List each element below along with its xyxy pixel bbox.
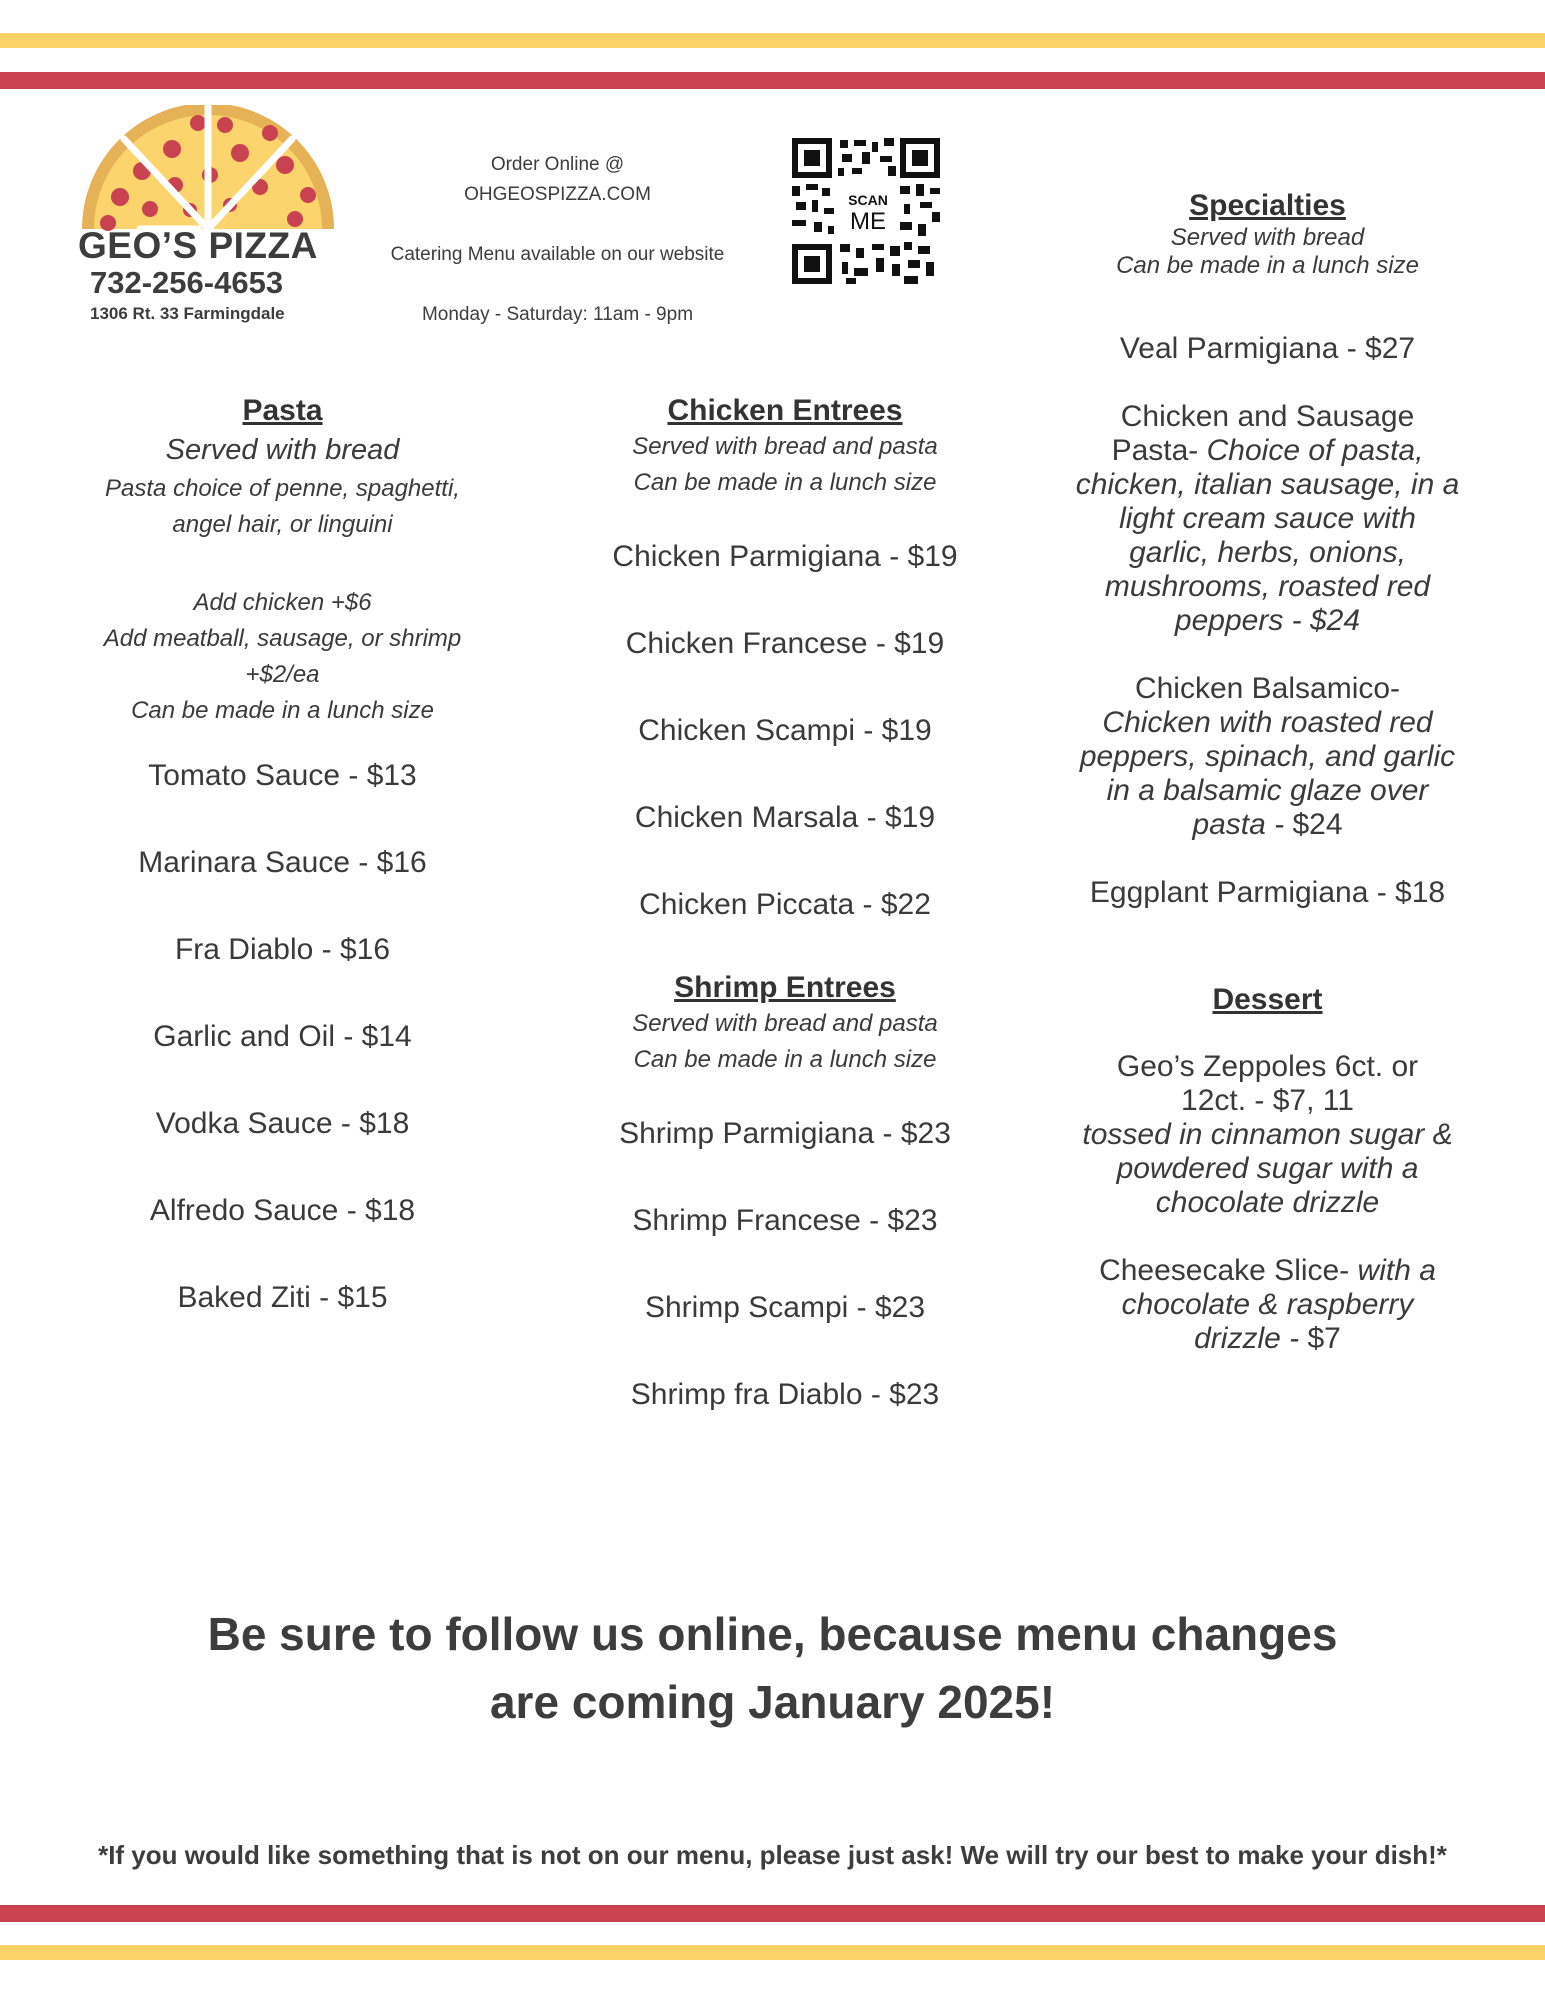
item-desc: pasta -: [1192, 808, 1293, 841]
menu-item: Marinara Sauce - $16: [138, 846, 427, 879]
menu-item: Chicken Marsala - $19: [634, 801, 936, 834]
menu-item: [1060, 672, 1475, 842]
custom-order-note: *If you would like something that is not on our menu, please just ask! We will try our best to make your dish!*: [98, 1840, 1447, 1870]
item-desc: Chicken with roasted red: [1102, 706, 1433, 739]
menu-item: Tomato Sauce - $13: [148, 759, 417, 792]
specialties-subtitle1: Served with bread: [1170, 224, 1365, 251]
qr-me-text: ME: [850, 208, 886, 235]
dessert-heading: Dessert: [1212, 983, 1323, 1016]
menu-item: Chicken Scampi - $19: [638, 714, 932, 747]
website-link[interactable]: OHGEOSPIZZA.COM: [464, 184, 651, 205]
item-desc: garlic, herbs, onions,: [1129, 536, 1406, 569]
chicken-section: [580, 393, 990, 1412]
pasta-add-meat: Add meatball, sausage, or shrimp: [103, 625, 462, 652]
menu-item: Alfredo Sauce - $18: [149, 1194, 416, 1227]
menu-item: Chicken Parmigiana - $19: [612, 540, 958, 573]
menu-item: [1060, 1254, 1475, 1356]
pasta-lunch-note: Can be made in a lunch size: [131, 697, 434, 724]
item-title: Geo’s Zeppoles 6ct. or: [1116, 1050, 1419, 1083]
pizza-icon: [80, 105, 336, 233]
pasta-section: [70, 393, 495, 1315]
menu-item: Shrimp Parmigiana - $23: [619, 1117, 951, 1150]
chicken-subtitle2: Can be made in a lunch size: [633, 469, 937, 496]
menu-item: Baked Ziti - $15: [177, 1281, 388, 1314]
shrimp-subtitle1: Served with bread and pasta: [632, 1010, 938, 1037]
item-desc: chocolate drizzle: [1155, 1186, 1380, 1219]
item-title: Pasta-: [1111, 434, 1207, 467]
announcement: [0, 1600, 1545, 1736]
item-desc: peppers, spinach, and garlic: [1079, 740, 1456, 773]
order-online-label: Order Online @: [490, 154, 625, 175]
item-desc: in a balsamic glaze over: [1106, 774, 1429, 807]
announcement-line2: are coming January 2025!: [489, 1676, 1056, 1728]
chicken-subtitle1: Served with bread and pasta: [632, 433, 938, 460]
specialties-heading: Specialties: [1189, 189, 1346, 222]
menu-item: Shrimp fra Diablo - $23: [630, 1378, 940, 1411]
pasta-choice-line2: angel hair, or linguini: [172, 511, 393, 538]
menu-item: Eggplant Parmigiana - $18: [1089, 876, 1446, 909]
phone-number[interactable]: 732-256-4653: [90, 265, 284, 300]
item-desc: with a: [1357, 1254, 1436, 1287]
menu-item: Garlic and Oil - $14: [153, 1020, 412, 1053]
menu-item: Fra Diablo - $16: [174, 933, 391, 966]
item-desc: light cream sauce with: [1119, 502, 1416, 535]
item-desc: chocolate & raspberry: [1121, 1288, 1414, 1321]
qr-scan-text: SCAN: [848, 192, 888, 208]
order-info: [355, 150, 760, 330]
announcement-line1: Be sure to follow us online, because menu changes: [207, 1608, 1338, 1660]
bottom-yellow-stripe: [0, 1945, 1545, 1960]
top-red-stripe: [0, 72, 1545, 89]
pasta-subtitle: Served with bread: [165, 434, 400, 466]
pasta-add-price: +$2/ea: [245, 661, 320, 688]
menu-item: [1060, 1050, 1475, 1220]
item-desc: peppers - $24: [1174, 604, 1361, 637]
brand-name: GEO’S PIZZA: [78, 225, 318, 266]
item-desc: powdered sugar with a: [1116, 1152, 1419, 1185]
menu-item: Veal Parmigiana - $27: [1119, 332, 1416, 365]
menu-item: Chicken Francese - $19: [625, 627, 945, 660]
item-title: Cheesecake Slice-: [1099, 1254, 1358, 1287]
item-desc: chicken, italian sausage, in a: [1075, 468, 1460, 501]
pasta-choice-line1: Pasta choice of penne, spaghetti,: [105, 475, 460, 502]
pasta-add-chicken: Add chicken +$6: [193, 589, 372, 616]
item-price: $7: [1307, 1322, 1341, 1355]
catering-note: Catering Menu available on our website: [390, 244, 725, 265]
address: 1306 Rt. 33 Farmingdale: [90, 304, 285, 323]
item-desc: Choice of pasta,: [1206, 434, 1424, 467]
item-desc: drizzle -: [1194, 1322, 1308, 1355]
item-title: 12ct. - $7, 11: [1181, 1084, 1354, 1117]
item-price: $24: [1292, 808, 1343, 841]
item-desc: tossed in cinnamon sugar &: [1082, 1118, 1453, 1151]
specialties-subtitle2: Can be made in a lunch size: [1116, 252, 1419, 279]
menu-item: Vodka Sauce - $18: [155, 1107, 410, 1140]
menu-item: Chicken Piccata - $22: [639, 888, 931, 921]
item-title: Chicken Balsamico-: [1134, 672, 1401, 705]
specialties-section: [1060, 188, 1475, 1356]
item-desc: mushrooms, roasted red: [1104, 570, 1431, 603]
pasta-heading: Pasta: [242, 394, 323, 427]
menu-item: Shrimp Francese - $23: [632, 1204, 938, 1237]
top-yellow-stripe: [0, 33, 1545, 48]
chicken-heading: Chicken Entrees: [667, 394, 903, 427]
hours: Monday - Saturday: 11am - 9pm: [421, 304, 694, 325]
bottom-red-stripe: [0, 1905, 1545, 1922]
logo: [78, 105, 338, 324]
shrimp-heading: Shrimp Entrees: [674, 971, 896, 1004]
item-title: Chicken and Sausage: [1120, 400, 1415, 433]
menu-item: Shrimp Scampi - $23: [644, 1291, 926, 1324]
shrimp-subtitle2: Can be made in a lunch size: [633, 1046, 937, 1073]
qr-code[interactable]: [792, 138, 940, 284]
menu-item: [1060, 400, 1475, 638]
